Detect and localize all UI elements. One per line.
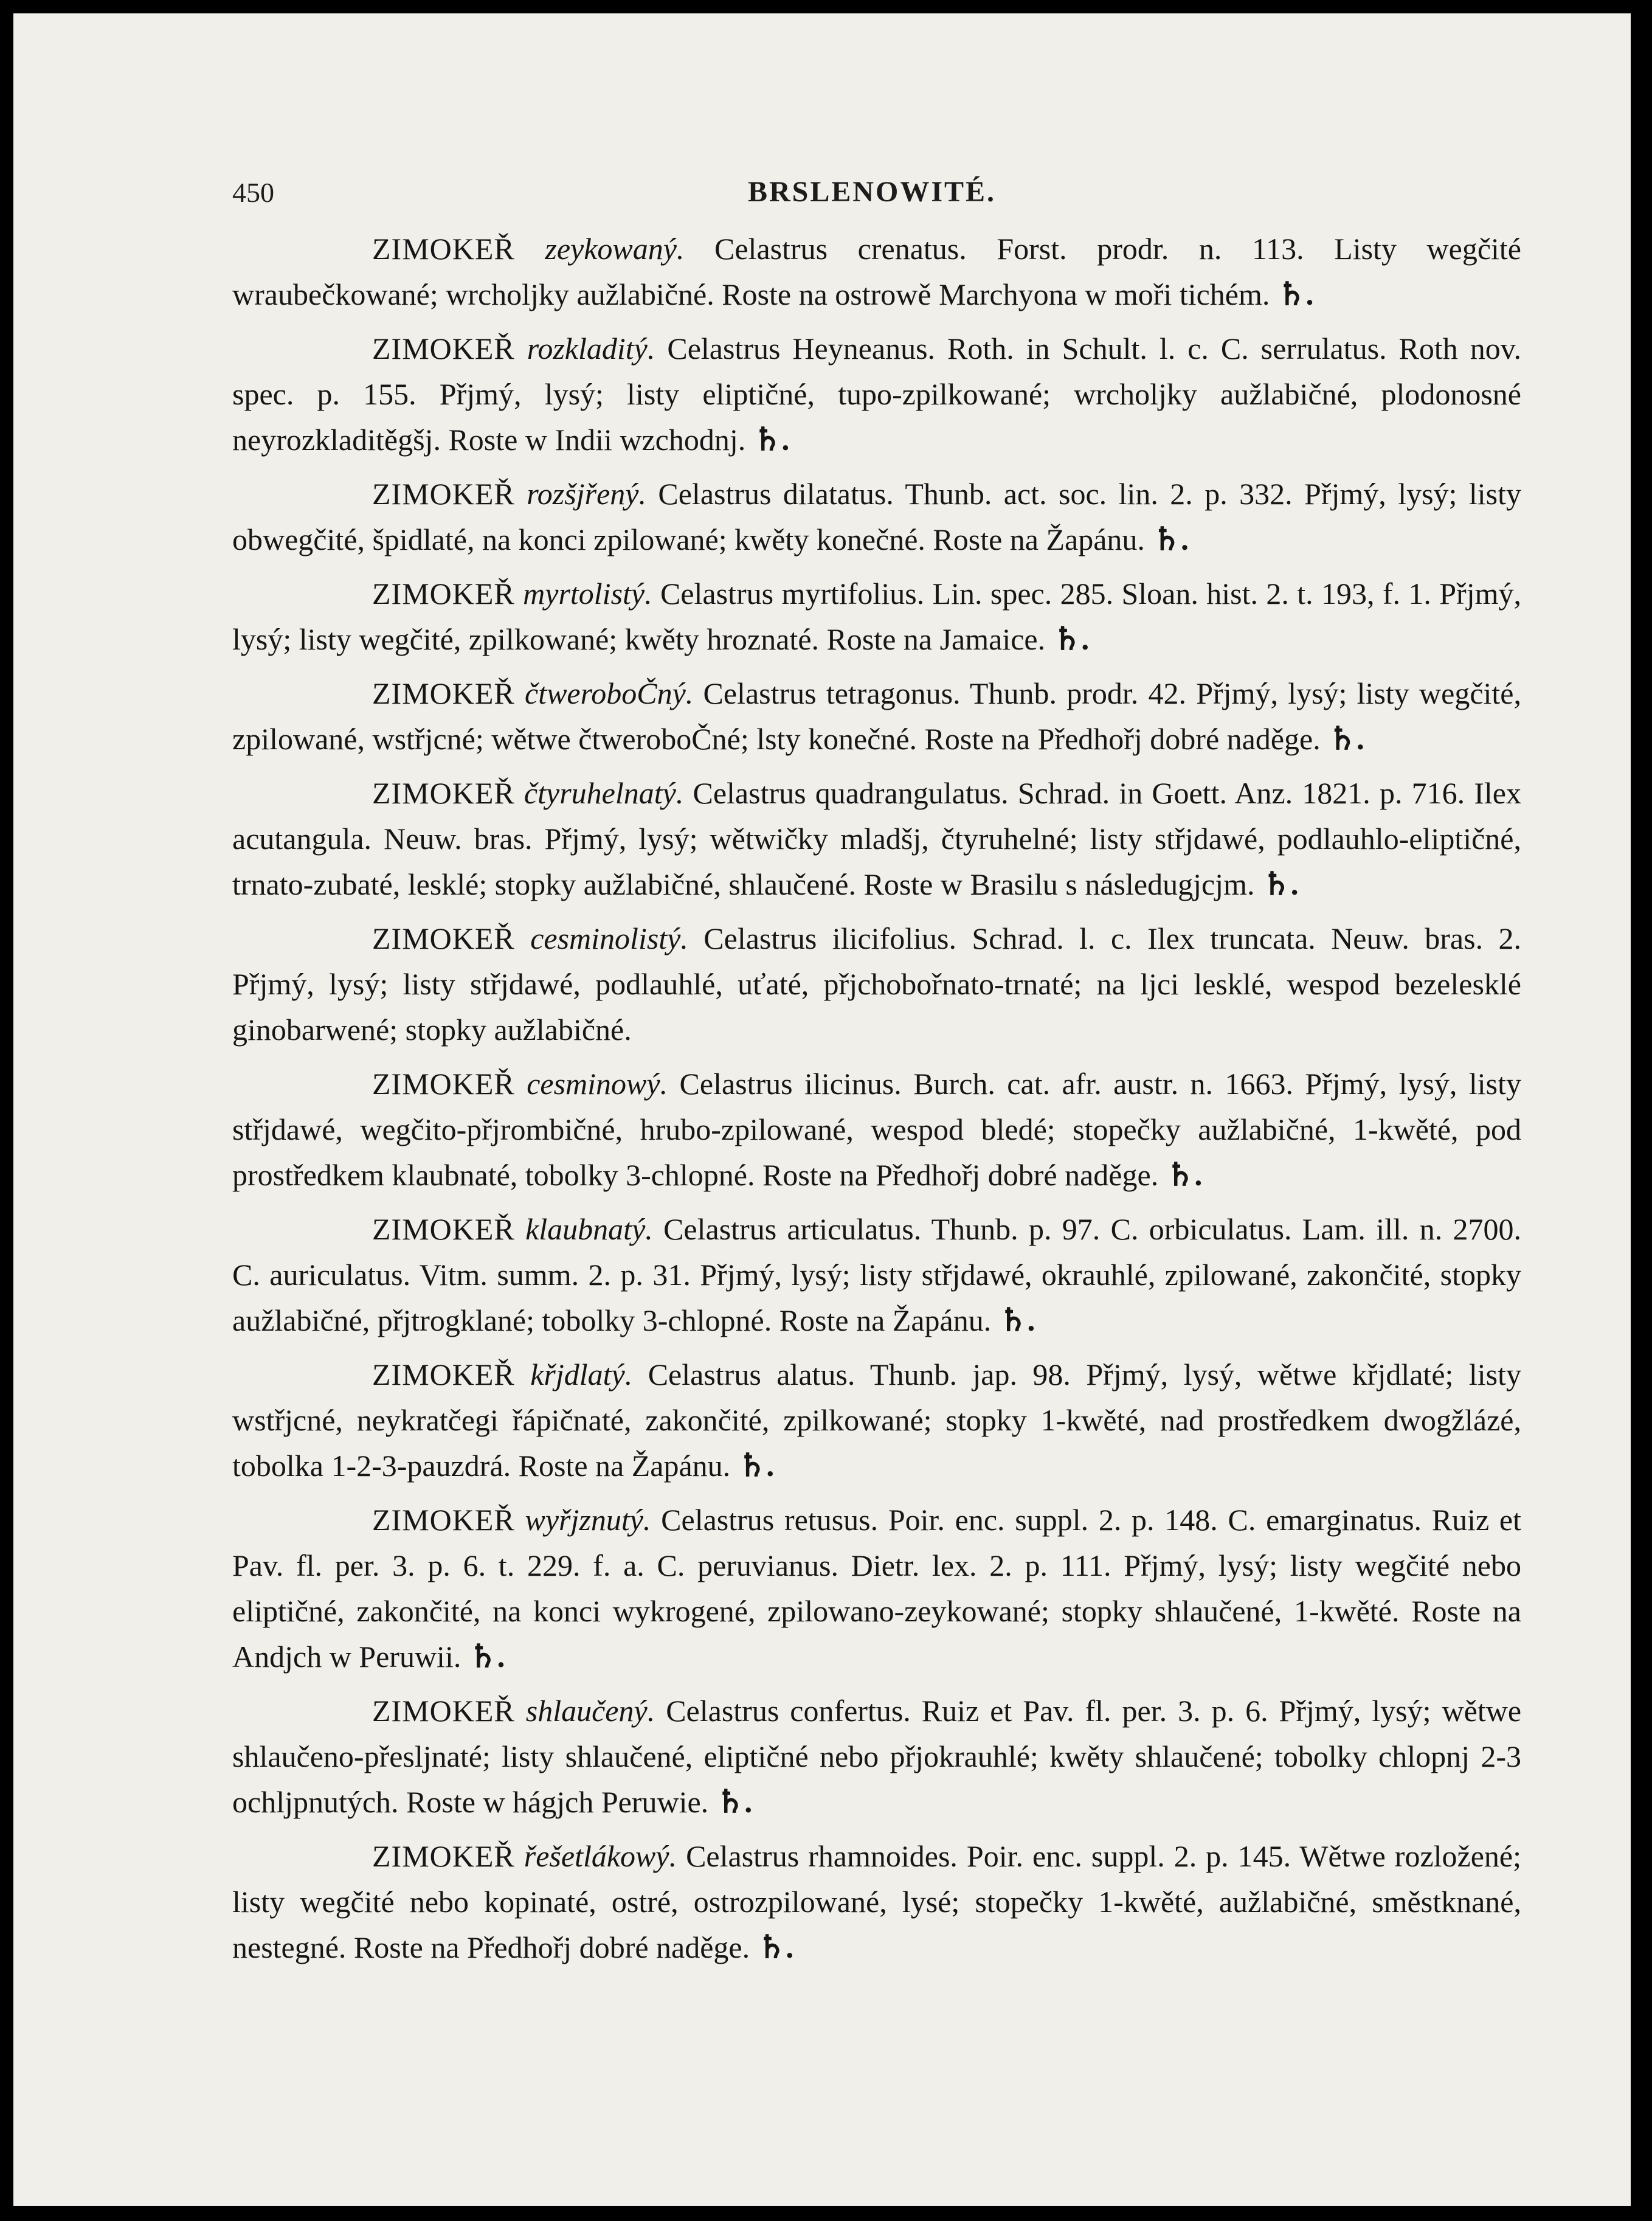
species-entry [232, 326, 1521, 463]
genus-name: ZIMOKEŘ [372, 676, 515, 710]
book-page [13, 13, 1631, 2206]
genus-name: ZIMOKEŘ [372, 577, 515, 611]
species-entry [232, 1688, 1521, 1825]
entry-text: Celastrus dilatatus. Thunb. act. soc. lin. 2. p. 332. Přjmý, lysý; listy obwegčité, špidlaté, na konci zpilowané; kwěty konečné. Roste na Žapánu. [232, 477, 1522, 556]
genus-name: ZIMOKEŘ [372, 1694, 515, 1728]
species-epithet: shlaučený. [525, 1694, 655, 1728]
genus-name: ZIMOKEŘ [372, 331, 515, 366]
running-head: BRSLENOWITÉ. [747, 176, 997, 208]
shrub-symbol-icon: ♄. [998, 1303, 1035, 1338]
entry-text: Celastrus tetragonus. Thunb. prodr. 42. Přjmý, lysý; listy wegčité, zpilowané, wstřjcné; wětwe čtweroboČné; lsty konečné. Roste na Předhořj dobré naděge. [232, 676, 1522, 756]
species-entry [232, 771, 1521, 907]
shrub-symbol-icon: ♄. [738, 1449, 775, 1483]
genus-name: ZIMOKEŘ [372, 776, 515, 810]
shrub-symbol-icon: ♄. [1328, 722, 1364, 757]
species-entry [232, 671, 1521, 762]
page-header [232, 170, 1512, 219]
species-entry [232, 1061, 1521, 1198]
species-entry [232, 916, 1521, 1053]
entry-text: Celastrus quadrangulatus. Schrad. in Goett. Anz. 1821. p. 716. Ilex acutangula. Neuw. bras. Přjmý, lysý; wětwičky mladšj, čtyruhelné; listy střjdawé, podlauhlo-eliptičné, trnato-zubaté, lesklé; stopky aužlabičné, shlaučené. Roste w Brasilu s následugjcjm. [232, 776, 1521, 901]
species-entry [232, 1207, 1521, 1343]
species-epithet: čtweroboČný. [525, 676, 694, 710]
species-epithet: křjdlatý. [530, 1357, 633, 1391]
species-epithet: řešetlákowý. [524, 1839, 677, 1873]
shrub-symbol-icon: ♄. [753, 423, 790, 457]
genus-name: ZIMOKEŘ [372, 1503, 515, 1537]
shrub-symbol-icon: ♄. [1166, 1158, 1203, 1193]
shrub-symbol-icon: ♄. [1152, 522, 1189, 557]
genus-name: ZIMOKEŘ [372, 477, 515, 511]
species-epithet: rozkladitý. [527, 331, 655, 366]
species-epithet: zeykowaný. [545, 232, 685, 266]
entry-text: Celastrus rhamnoides. Poir. enc. suppl. 2. p. 145. Wětwe rozložené; listy wegčité nebo kopinaté, ostré, ostrozpilowané, lysé; stopečky 1-kwěté, aužlabičné, směstknané, nestegné. Roste na Předhořj dobré naděge. [232, 1839, 1522, 1964]
species-entry [232, 571, 1521, 662]
species-entry [232, 1497, 1521, 1680]
shrub-symbol-icon: ♄. [757, 1930, 794, 1965]
entry-text: Celastrus crenatus. Forst. prodr. n. 113. Listy wegčité wraubečkowané; wrcholjky aužlabičné. Roste na ostrowě Marchyona w moři tichém. [232, 232, 1521, 311]
species-epithet: rozšjřený. [527, 477, 646, 511]
species-entry [232, 1834, 1521, 1970]
shrub-symbol-icon: ♄. [1052, 622, 1090, 657]
entry-text: Celastrus ilicifolius. Schrad. l. c. Ilex truncata. Neuw. bras. 2. Přjmý, lysý; listy střjdawé, podlauhlé, uťaté, přjchobořnato-trnaté; na ljci lesklé, wespod bezelesklé ginobarwené; stopky aužlabičné. [232, 921, 1522, 1047]
species-epithet: wyřjznutý. [525, 1503, 651, 1537]
shrub-symbol-icon: ♄. [1262, 867, 1299, 902]
species-epithet: klaubnatý. [525, 1212, 653, 1246]
genus-name: ZIMOKEŘ [372, 232, 515, 266]
species-epithet: cesminolistý. [530, 921, 688, 955]
genus-name: ZIMOKEŘ [372, 1357, 515, 1391]
entry-text: Celastrus retusus. Poir. enc. suppl. 2. p. 148. C. emarginatus. Ruiz et Pav. fl. per. 3. p. 6. t. 229. f. a. C. peruvianus. Dietr. lex. 2. p. 111. Přjmý, lysý; listy wegčité nebo eliptičné, zakončité, na konci wykrogené, zpilowano-zeykowané; stopky shlaučené, 1-kwěté. Roste na Andjch w Peruwii. [232, 1503, 1522, 1674]
entry-text: Celastrus alatus. Thunb. jap. 98. Přjmý, lysý, wětwe křjdlaté; listy wstřjcné, neykratčegi řápičnaté, zakončité, zpilkowané; stopky 1-kwěté, nad prostředkem dwogžlázé, tobolka 1-2-3-pauzdrá. Roste na Žapánu. [232, 1357, 1521, 1483]
species-epithet: cesminowý. [527, 1067, 668, 1101]
entry-text: Celastrus Heyneanus. Roth. in Schult. l. c. C. serrulatus. Roth nov. spec. p. 155. Přjmý, lysý; listy eliptičné, tupo-zpilkowané; wrcholjky aužlabičné, plodonosné neyrozkladitěgšj. Roste w Indii wzchodnj. [232, 331, 1522, 457]
shrub-symbol-icon: ♄. [468, 1640, 505, 1674]
genus-name: ZIMOKEŘ [372, 1839, 515, 1873]
species-epithet: myrtolistý. [523, 577, 652, 611]
genus-name: ZIMOKEŘ [372, 1212, 515, 1246]
entry-text: Celastrus ilicinus. Burch. cat. afr. austr. n. 1663. Přjmý, lysý, listy střjdawé, wegčito-přjrombičné, hrubo-zpilowané, wespod bledé; stopečky aužlabičné, 1-kwěté, pod prostředkem klaubnaté, tobolky 3-chlopné. Roste na Předhořj dobré naděge. [232, 1067, 1521, 1192]
entry-text: Celastrus myrtifolius. Lin. spec. 285. Sloan. hist. 2. t. 193, f. 1. Přjmý, lysý; listy wegčité, zpilkowané; kwěty hroznaté. Roste na Jamaice. [232, 577, 1521, 656]
species-entry [232, 1352, 1521, 1489]
page-body [232, 226, 1521, 1979]
species-entry [232, 226, 1521, 317]
shrub-symbol-icon: ♄. [716, 1785, 753, 1820]
entry-text: Celastrus articulatus. Thunb. p. 97. C. orbiculatus. Lam. ill. n. 2700. C. auriculatus. Vitm. summ. 2. p. 31. Přjmý, lysý; listy střjdawé, okrauhlé, zpilowané, zakončité, stopky aužlabičné, přjtrogklané; tobolky 3-chlopné. Roste na Žapánu. [232, 1212, 1522, 1337]
genus-name: ZIMOKEŘ [372, 1067, 515, 1101]
species-entry [232, 471, 1521, 563]
species-epithet: čtyruhelnatý. [524, 776, 684, 810]
genus-name: ZIMOKEŘ [372, 921, 515, 955]
entry-text: Celastrus confertus. Ruiz et Pav. fl. per. 3. p. 6. Přjmý, lysý; wětwe shlaučeno-přesljnaté; listy shlaučené, eliptičné nebo přjokrauhlé; kwěty shlaučené; tobolky chlopnj 2-3 ochljpnutých. Roste w hágjch Peruwie. [232, 1694, 1522, 1819]
shrub-symbol-icon: ♄. [1277, 277, 1314, 312]
page-number: 450 [232, 177, 274, 208]
